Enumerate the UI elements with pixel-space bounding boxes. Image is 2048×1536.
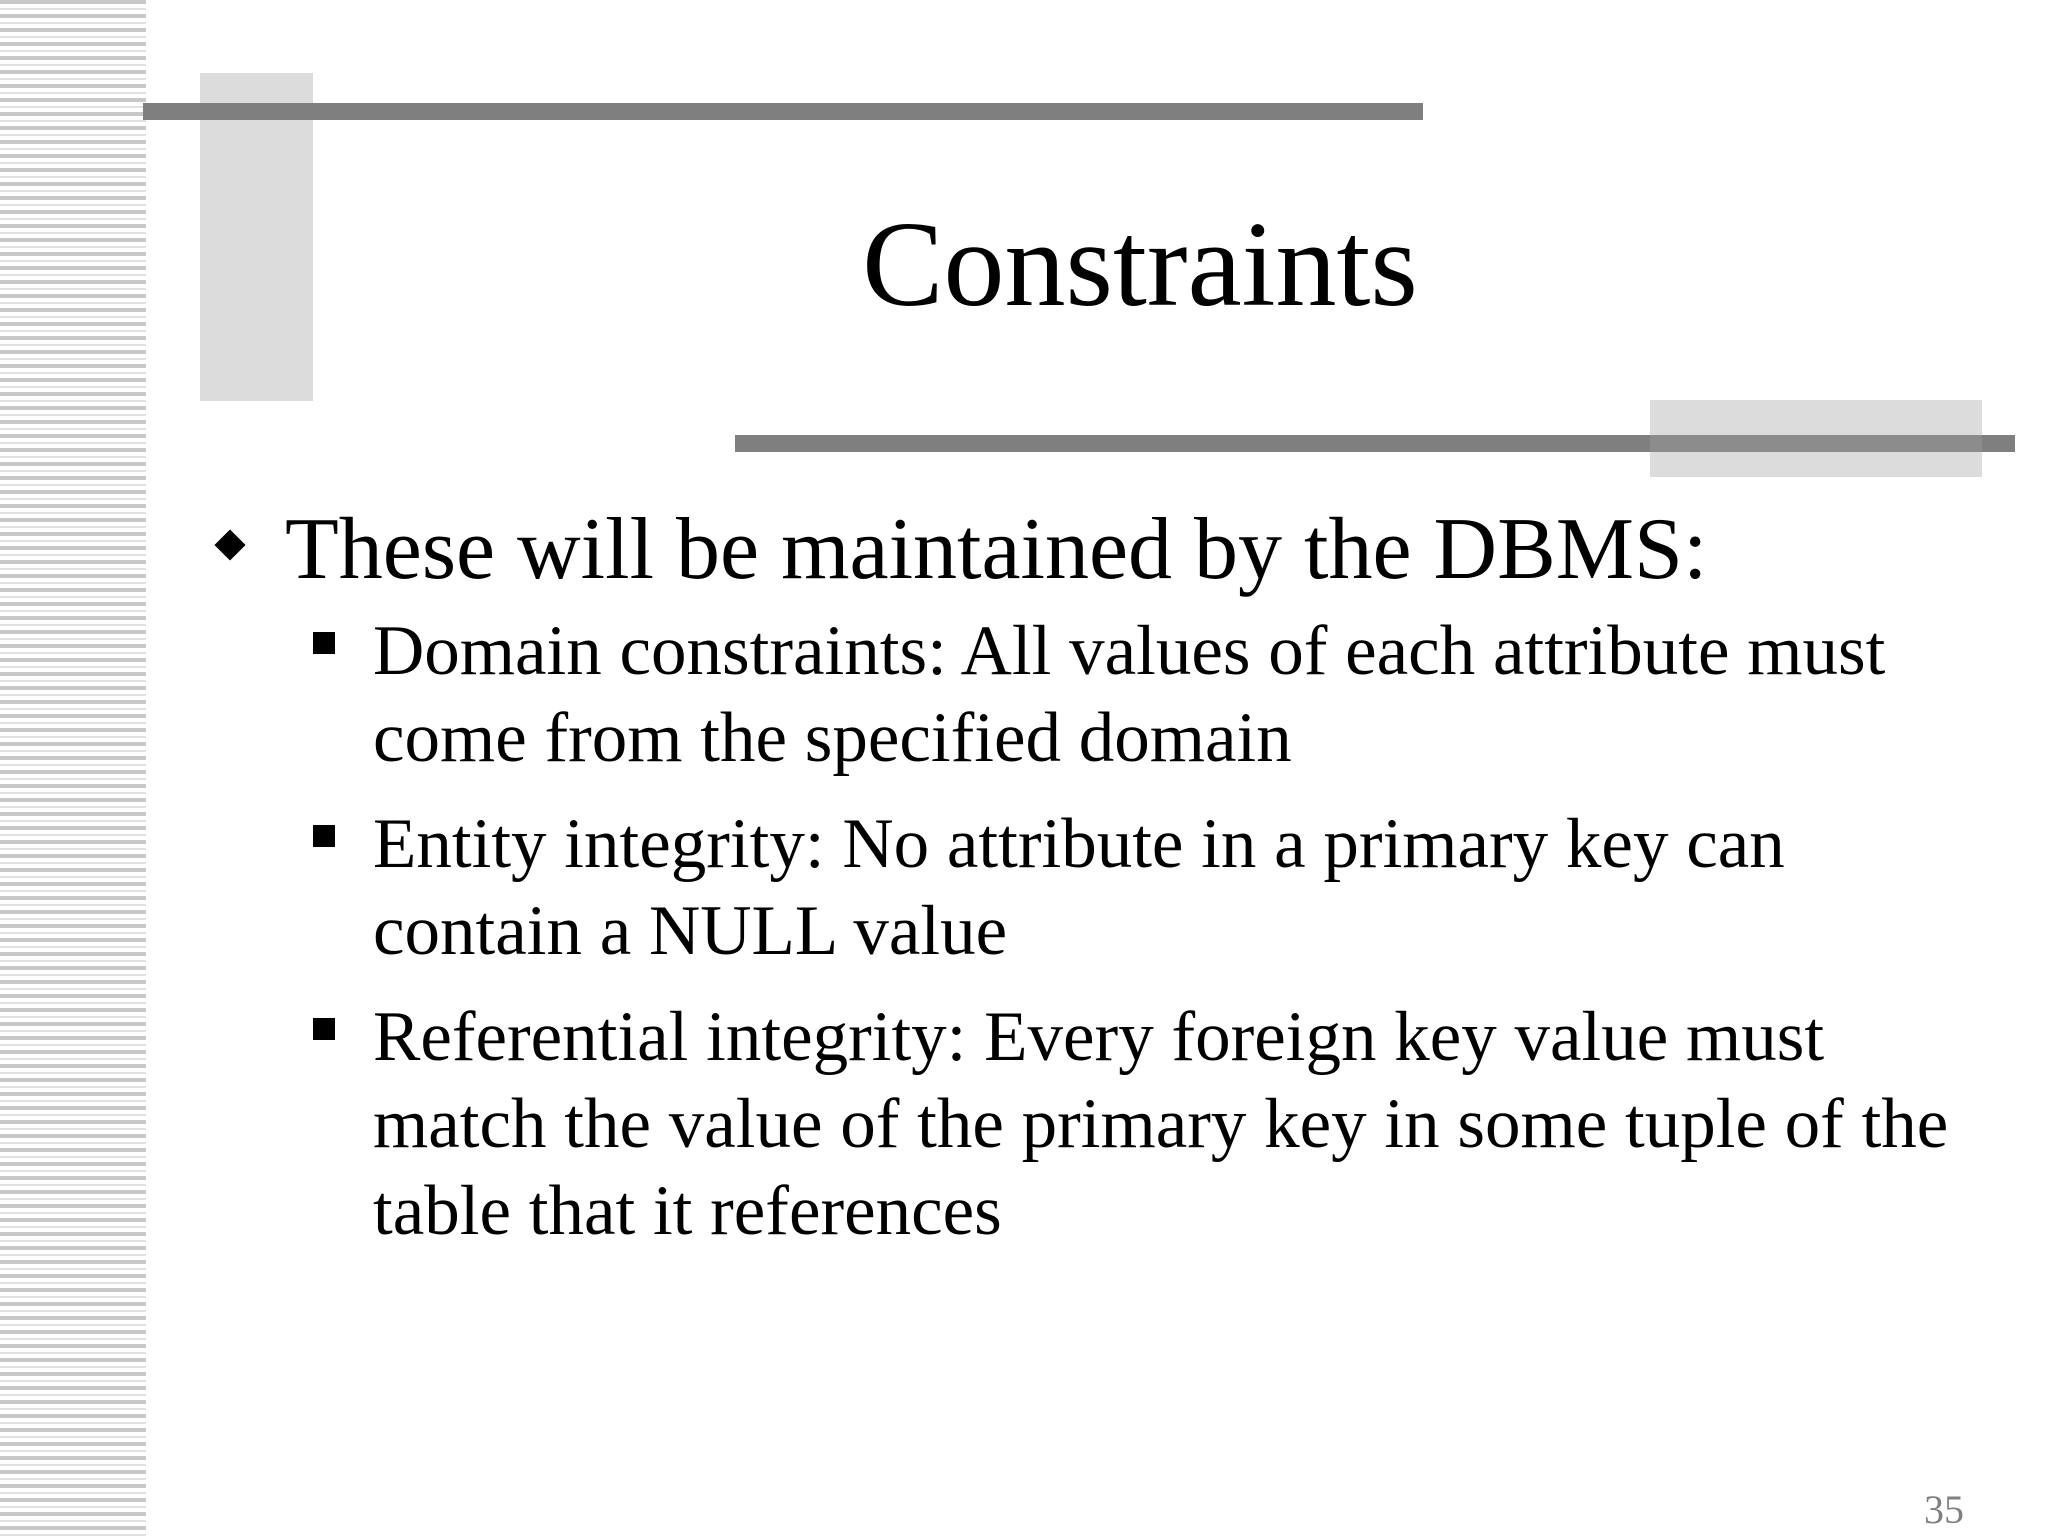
decorative-block-top [200, 73, 313, 401]
bullet-text: These will be maintained by the DBMS: [285, 501, 1708, 598]
decorative-bar-top [143, 103, 1423, 120]
bullet-item [205, 500, 1995, 600]
decorative-bar-right-overlay [1650, 435, 1982, 452]
sub-bullet-item [205, 801, 1995, 975]
square-bullet-icon [313, 1018, 335, 1040]
square-bullet-icon [313, 632, 335, 654]
diamond-bullet-icon [214, 529, 245, 560]
page-number: 35 [1924, 1487, 1964, 1532]
sub-bullet-item [205, 994, 1995, 1255]
square-bullet-icon [313, 825, 335, 847]
striped-side-panel [0, 0, 146, 1536]
sub-bullet-text: Referential integrity: Every foreign key value must match the value of the primary key in some tuple of the table that it references [373, 998, 1949, 1250]
sub-bullet-text: Domain constraints: All values of each attribute must come from the specified domain [373, 612, 1886, 777]
sub-bullet-text: Entity integrity: No attribute in a primary key can contain a NULL value [373, 805, 1785, 970]
slide-content [205, 500, 1995, 1274]
slide-title: Constraints [862, 197, 1418, 332]
sub-bullet-item [205, 608, 1995, 782]
sub-bullet-list [205, 608, 1995, 1255]
